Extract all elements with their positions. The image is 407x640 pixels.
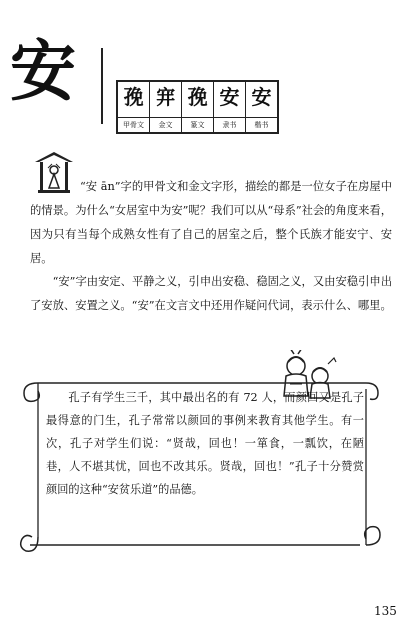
evolution-label: 甲骨文 <box>118 117 149 132</box>
evolution-label: 楷书 <box>246 117 277 132</box>
evolution-glyph: 安 <box>251 85 272 109</box>
paragraph-1 <box>30 175 392 271</box>
page-number: 135 <box>374 604 397 618</box>
story-text: 孔子有学生三千，其中最出名的有 72 人，而颜回又是孔子最得意的门生，孔子常常以颜回的事例来教育其他学生。有一次，孔子对学生们说：“贤哉，回也！一箪食，一瓢饮，在陋巷，人不堪其忧，回也不改其乐。贤哉，回也！”孔子十分赞赏颜回的这种“安贫乐道”的品德。 <box>46 391 364 496</box>
evolution-cell-oracle <box>118 82 149 132</box>
evolution-glyph: 㝃 <box>187 85 208 109</box>
evolution-cell-bronze <box>149 82 181 132</box>
evolution-glyph: 宑 <box>155 85 176 109</box>
evolution-label: 隶书 <box>214 117 245 132</box>
evolution-label: 金文 <box>150 117 181 132</box>
evolution-cell-clerical <box>213 82 245 132</box>
script-evolution-table <box>116 80 279 134</box>
title-divider <box>101 48 103 124</box>
paragraph-1-text: “安 ān”字的甲骨文和金文字形，描绘的都是一位女子在房屋中的情景。为什么“女居室中为安”呢？我们可以从“母系”社会的角度来看，因为只有当每个成熟女性有了自己的居室之后，整个氏族才能安宁、安居。 <box>30 180 393 265</box>
evolution-cell-seal <box>181 82 213 132</box>
evolution-glyph: 㝃 <box>123 85 144 109</box>
evolution-cell-regular <box>245 82 277 132</box>
evolution-label: 篆文 <box>182 117 213 132</box>
paragraph-2: “安”字由安定、平静之义，引申出安稳、稳固之义，又由安稳引申出了安放、安置之义。“安”在文言文中还用作疑问代词，表示什么、哪里。 <box>30 275 392 312</box>
title-character: 安 <box>10 32 76 110</box>
evolution-glyph: 安 <box>219 85 240 109</box>
